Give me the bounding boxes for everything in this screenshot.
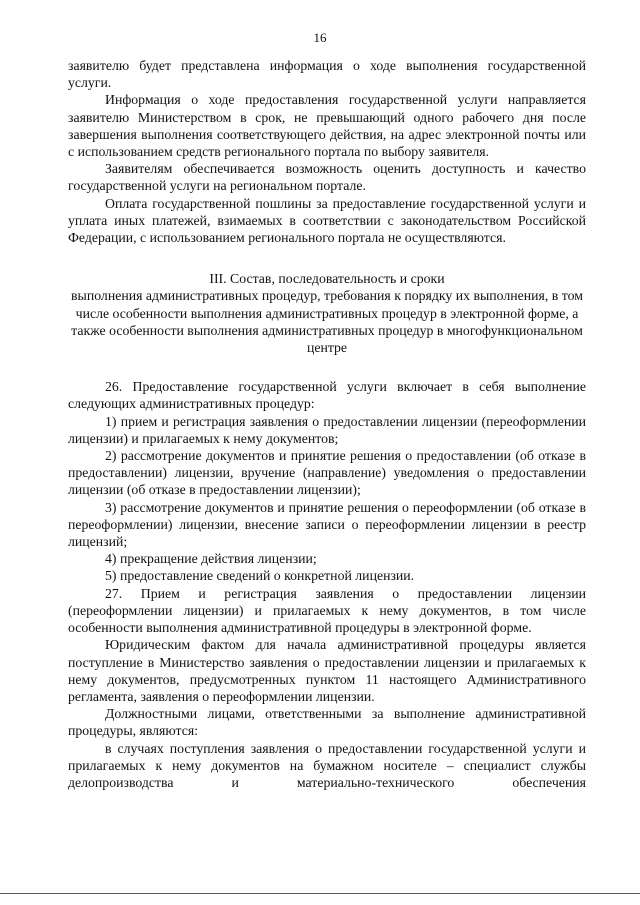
paragraph: 26. Предоставление государственной услуги включает в себя выполнение следующих административных процедур: xyxy=(68,379,586,412)
paragraph: Заявителям обеспечивается возможность оценить доступность и качество государственной услуги на региональном портале. xyxy=(68,161,586,194)
list-item: 5) предоставление сведений о конкретной лицензии. xyxy=(105,568,415,584)
paragraph: Должностными лицами, ответственными за выполнение административной процедуры, являются: xyxy=(68,706,586,739)
list-item: 4) прекращение действия лицензии; xyxy=(105,551,317,567)
scan-bottom-edge xyxy=(0,893,640,894)
page-number: 16 xyxy=(313,30,327,45)
paragraph: Оплата государственной пошлины за предоставление государственной услуги и уплата иных платежей, взимаемых в соответствии с законодательством Российской Федерации, с использованием регионального портала не осуществляются. xyxy=(68,195,586,246)
paragraph: в случаях поступления заявления о предоставлении государственной услуги и прилагаемых к нему документов на бумажном носителе – специалист службы делопроизводства и материально-технического обеспечения xyxy=(68,740,586,790)
paragraph: Юридическим фактом для начала административной процедуры является поступление в Министерство заявления о предоставлении лицензии и прилагаемых к нему документов, предусмотренных пунктом 11 настоящего Административного регламента, заявления о переоформлении лицензии. xyxy=(68,637,586,704)
section-heading-subtitle: выполнения административных процедур, требования к порядку их выполнения, в том числе особенности выполнения административных процедур в электронной форме, а также особенности выполнения административных процедур в многофункциональном центре xyxy=(71,288,583,356)
document-body xyxy=(68,57,586,791)
list-item: 3) рассмотрение документов и принятие решения о переоформлении (об отказе в переоформлении) лицензии, внесение записи о переоформлении лицензии в реестр лицензий; xyxy=(68,499,586,550)
paragraph: Информация о ходе предоставления государственной услуги направляется заявителю Министерством в срок, не превышающий одного рабочего дня после завершения выполнения соответствующего действия, на адрес электронной почты или с использованием средств регионального портала по выбору заявителя. xyxy=(68,92,586,160)
paragraph: 27. Прием и регистрация заявления о предоставлении лицензии (переоформлении лицензии) и прилагаемых к нему документов, в том числе особенности выполнения административной процедуры в электронной форме. xyxy=(68,585,586,636)
list-item: 1) прием и регистрация заявления о предоставлении лицензии (переоформлении лицензии) и прилагаемых к нему документов; xyxy=(68,413,586,446)
list-item: 2) рассмотрение документов и принятие решения о предоставлении (об отказе в предоставлении) лицензии, вручение (направление) уведомления о предоставлении лицензии (об отказе в предоставлении лицензии); xyxy=(68,448,586,498)
section-heading xyxy=(68,270,586,356)
paragraph: заявителю будет представлена информация о ходе выполнения государственной услуги. xyxy=(68,58,586,91)
section-heading-title: III. Состав, последовательность и сроки xyxy=(209,271,445,287)
